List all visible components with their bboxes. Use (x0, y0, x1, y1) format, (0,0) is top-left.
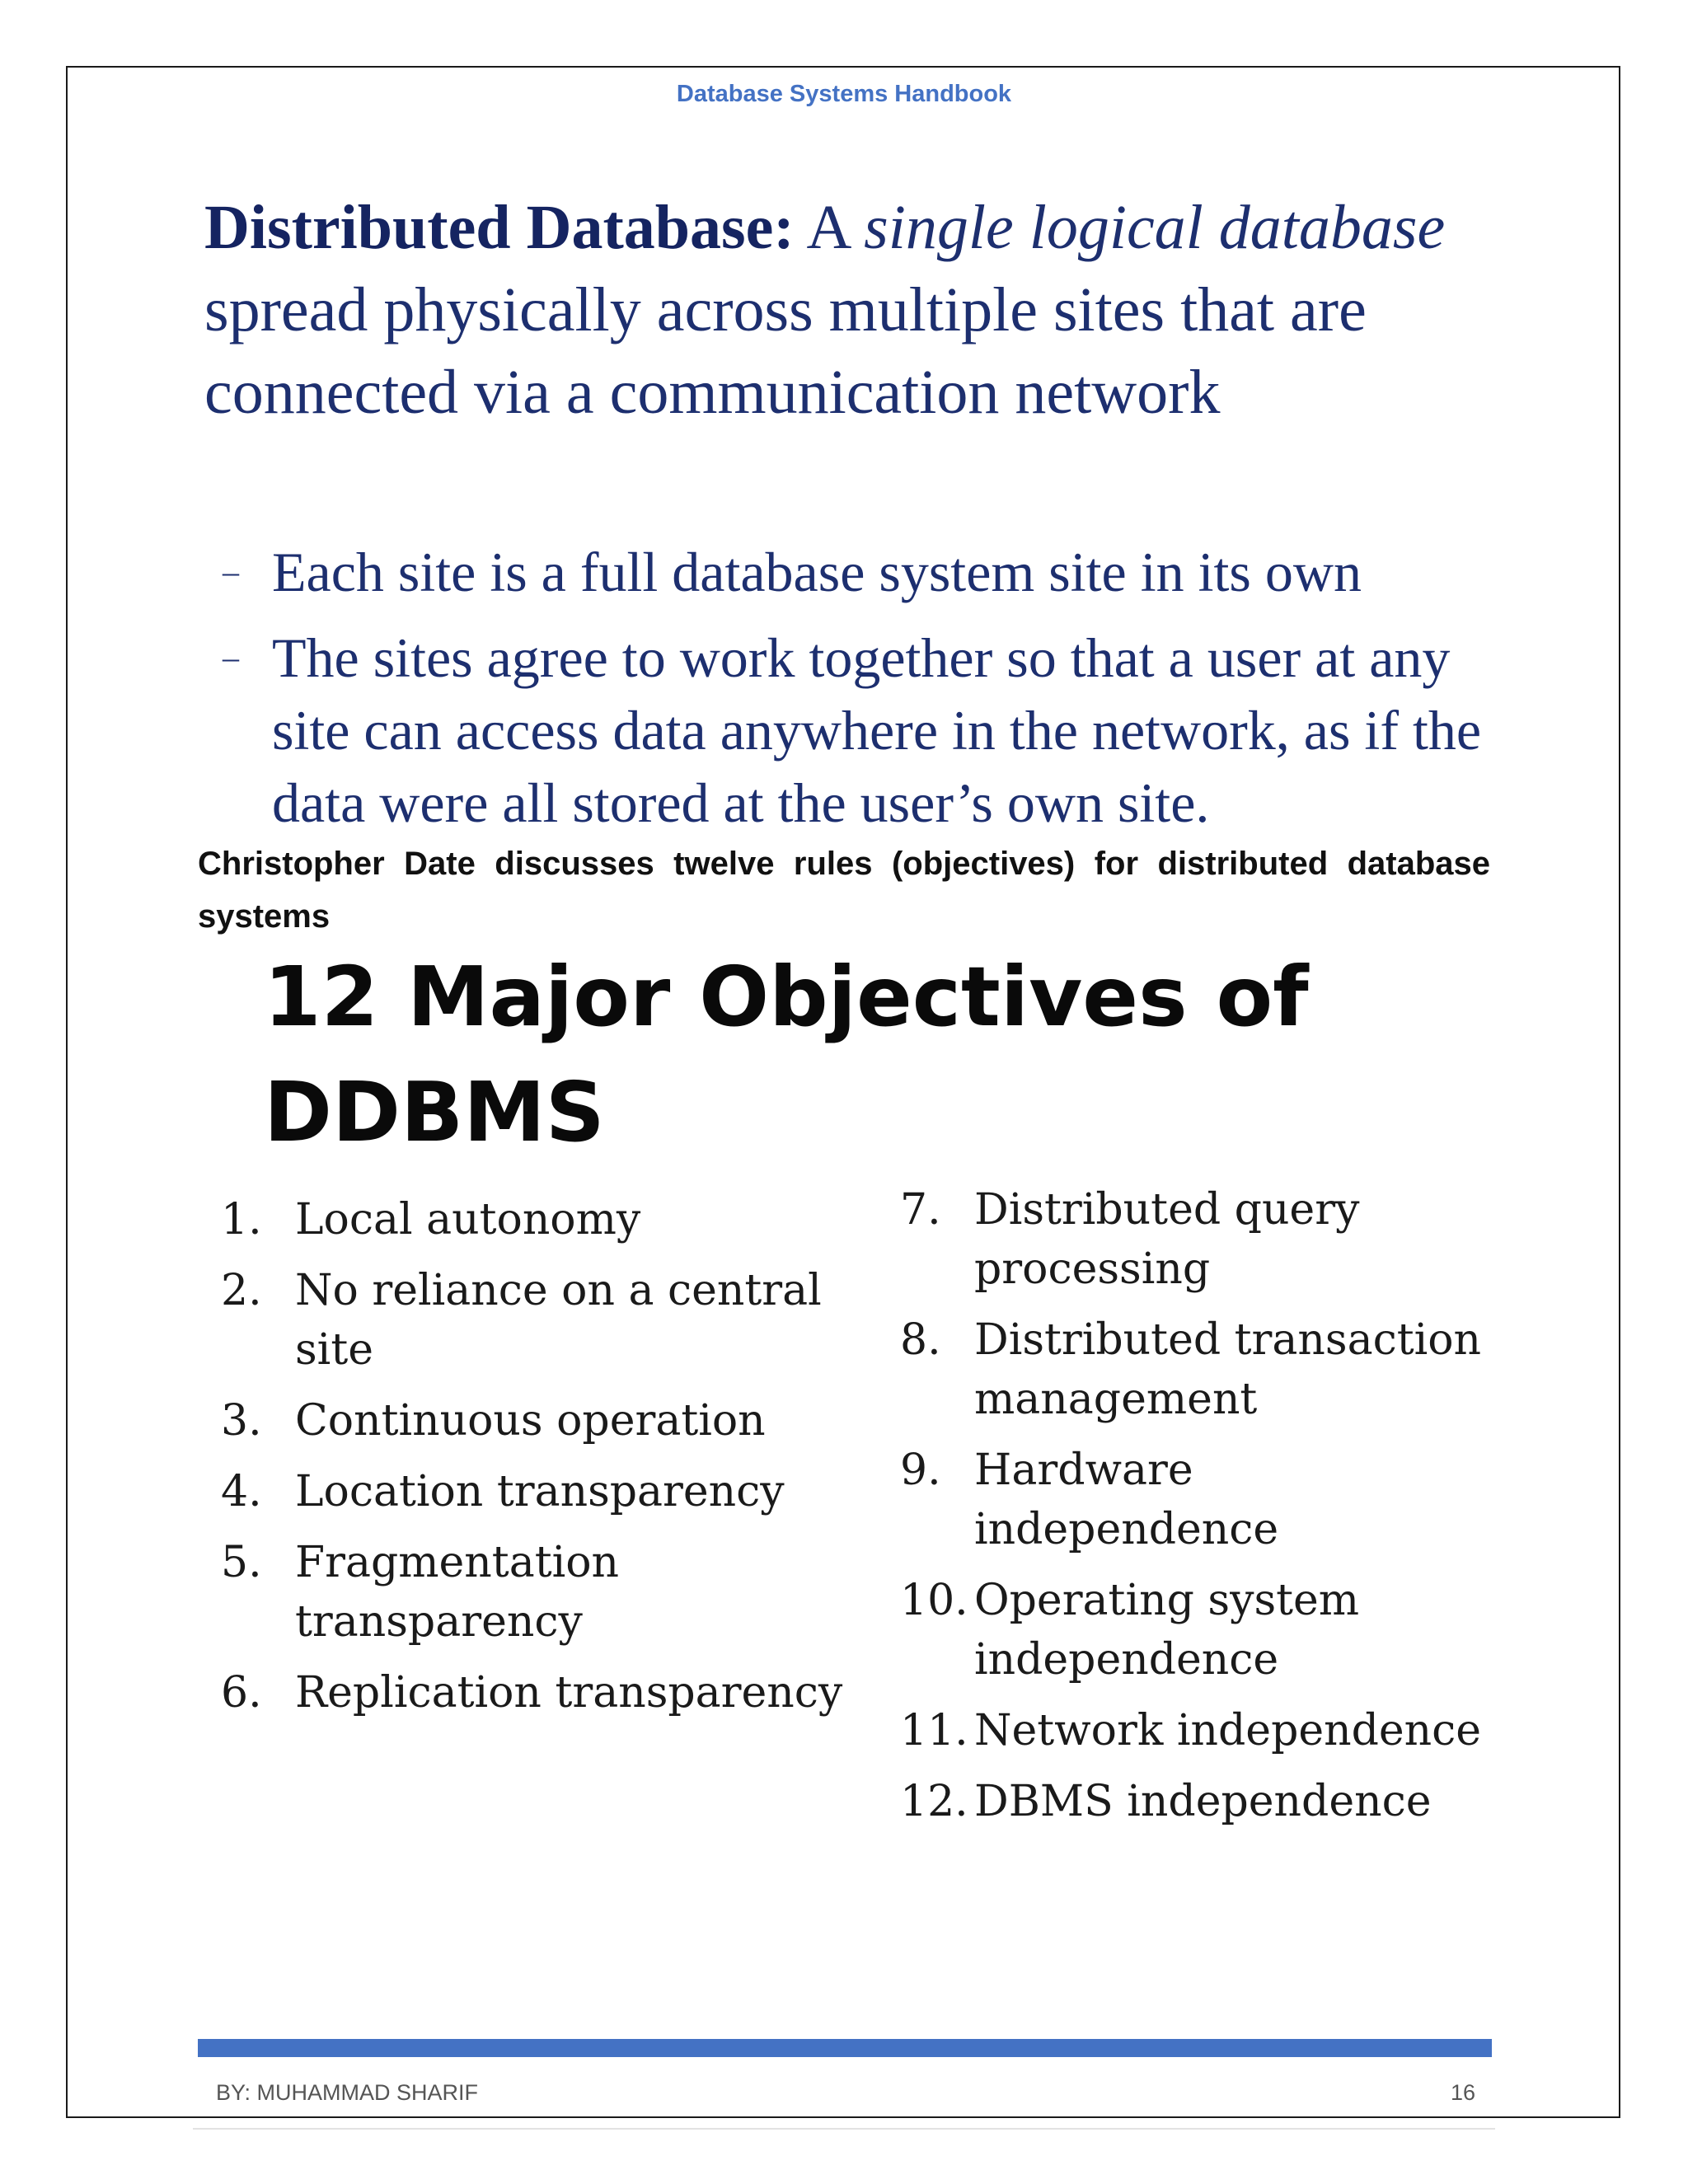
bullet-item (223, 621, 1508, 839)
objective-text: Network independence (974, 1706, 1482, 1755)
objective-item (900, 1772, 1510, 1831)
objective-number: 6. (221, 1668, 262, 1718)
objective-item (900, 1180, 1510, 1299)
objective-item (900, 1310, 1510, 1429)
objective-number: 2. (221, 1266, 262, 1315)
objective-text: No reliance on a central site (295, 1266, 822, 1375)
bullet-text: Each site is a full database system site in its own (272, 541, 1362, 603)
objective-number: 5. (221, 1538, 262, 1587)
footer-accent-bar (198, 2039, 1492, 2057)
objective-item (221, 1391, 880, 1451)
definition-term: Distributed Database: (204, 193, 795, 262)
footer-divider (193, 2128, 1495, 2130)
objective-item (221, 1663, 880, 1722)
objective-number: 7. (900, 1185, 941, 1235)
objective-number: 11. (900, 1706, 968, 1755)
objective-item (221, 1190, 880, 1249)
dash-bullet-icon: – (223, 553, 239, 590)
objective-item (900, 1441, 1510, 1559)
footer-author: BY: MUHAMMAD SHARIF (216, 2080, 479, 2105)
objective-item (221, 1533, 880, 1652)
objective-text: Local autonomy (295, 1195, 641, 1244)
objective-text: Hardware independence (974, 1446, 1279, 1554)
bullet-text: The sites agree to work together so that a user at any site can access data anywhere in the network, as if the data were all stored at the user’s own site. (272, 626, 1482, 834)
dash-bullet-icon: – (223, 639, 239, 676)
objective-text: Distributed transaction management (974, 1315, 1482, 1424)
objective-text: DBMS independence (974, 1777, 1432, 1826)
objective-text: Replication transparency (295, 1668, 843, 1718)
objectives-list-left (221, 1190, 880, 1734)
definition-italic-phrase: single logical database (864, 193, 1446, 262)
objectives-title: 12 Major Objectives of DDBMS (264, 949, 1309, 1160)
objective-number: 12. (900, 1777, 968, 1826)
objective-number: 8. (900, 1315, 941, 1365)
objective-text: Location transparency (295, 1467, 785, 1516)
objective-text: Operating system independence (974, 1576, 1360, 1685)
objective-text: Distributed query processing (974, 1185, 1360, 1294)
objective-item (900, 1701, 1510, 1760)
bullet-item (223, 536, 1508, 608)
page-number: 16 (1450, 2080, 1475, 2105)
objective-item (221, 1261, 880, 1380)
objective-item (221, 1462, 880, 1521)
objective-text: Continuous operation (295, 1396, 766, 1446)
objective-number: 3. (221, 1396, 262, 1446)
running-header: Database Systems Handbook (676, 81, 1012, 107)
objective-item (900, 1571, 1510, 1690)
definition-bullets (223, 536, 1508, 852)
date-rules-note: Christopher Date discusses twelve rules (objectives) for distributed database systems (198, 846, 1490, 935)
objective-number: 4. (221, 1467, 262, 1516)
objective-number: 9. (900, 1446, 941, 1495)
definition-text: spread physically across multiple sites that are connected via a communication network (204, 275, 1367, 427)
objective-number: 10. (900, 1576, 968, 1625)
definition-article: A (806, 193, 849, 262)
objective-number: 1. (221, 1195, 262, 1244)
objective-text: Fragmentation transparency (295, 1538, 620, 1647)
objectives-list-right (900, 1180, 1510, 1843)
definition-paragraph (204, 186, 1507, 434)
